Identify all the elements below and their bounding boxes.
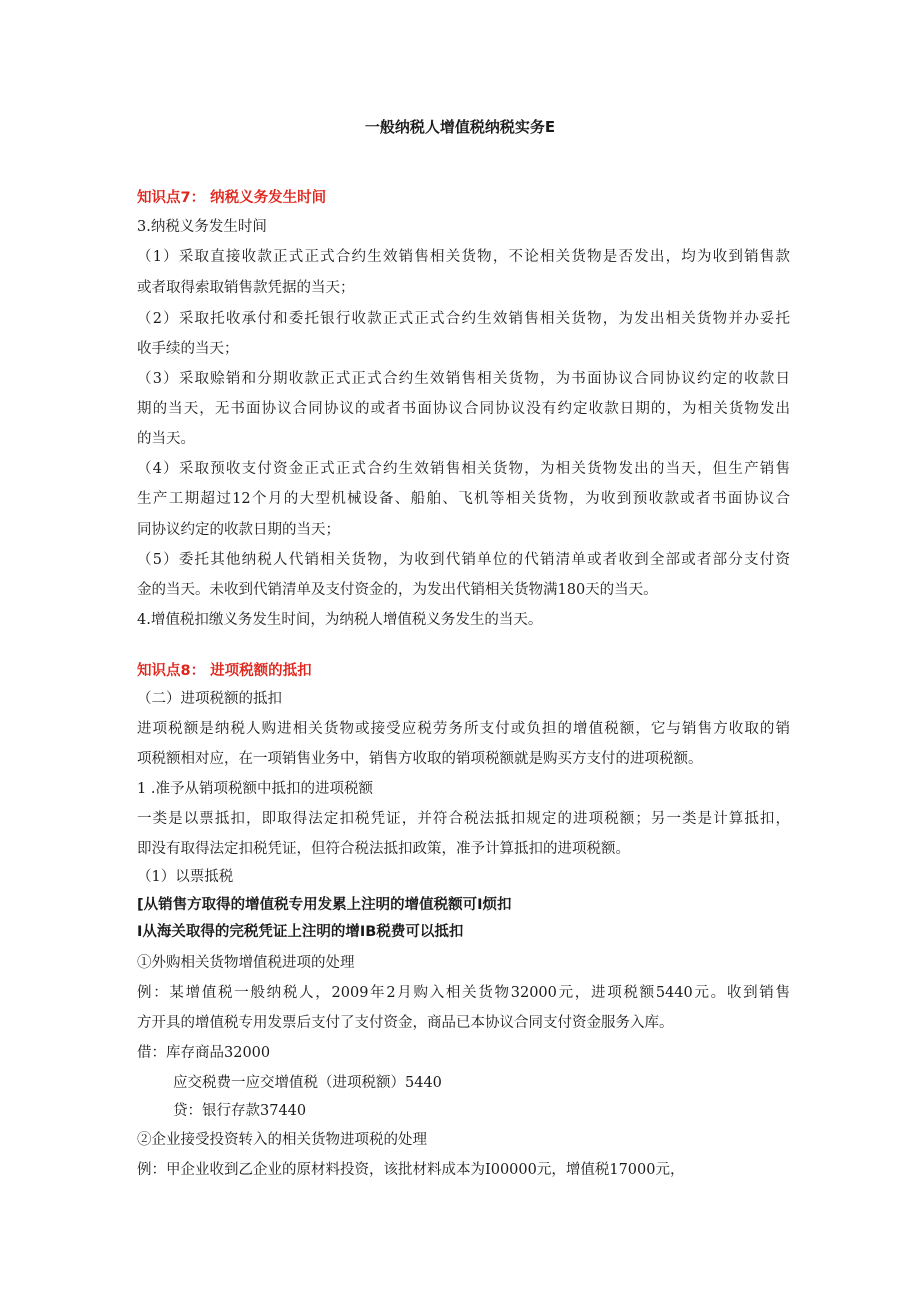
paragraph-line: 方开具的增值税专用发票后支付了支付资金，商品已本协议合同支付资金服务入库。 [137,1015,674,1031]
paragraph-line: 生产工期超过12个月的大型机械设备、船舶、飞机等相关货物，为收到预收款或者书面协议合 [137,491,790,507]
paragraph-line: （1）采取直接收款正式正式合约生效销售相关货物，不论相关货物是否发出，均为收到销售款 [137,249,790,265]
subheading: 3.纳税义务发生时间 [137,219,267,235]
paragraph-line: 的当天。 [137,431,195,447]
paragraph-line: （4）采取预收支付资金正式正式合约生效销售相关货物，为相关货物发出的当天，但生产销售 [137,461,790,477]
paragraph-line: 或者取得索取销售款凭据的当天； [137,280,355,296]
section-heading-8: 知识点8： 进项税额的抵扣 [137,663,312,679]
list-heading: 1 .准予从销项税额中抵扣的进项税额 [137,781,373,797]
section-heading-7: 知识点7： 纳税义务发生时间 [137,190,327,206]
paragraph-line: 即没有取得法定扣税凭证，但符合税法抵扣政策，准予计算抵扣的进项税额。 [137,841,630,857]
paragraph-line: 例：甲企业收到乙企业的原材料投资，该批材料成本为I00000元，增值税17000元， [137,1162,685,1178]
paragraph-line: 收手续的当天； [137,341,239,357]
journal-entry: 借：库存商品32000 [137,1045,271,1061]
paragraph-line: 进项税额是纳税人购进相关货物或接受应税劳务所支付或负担的增值税额，它与销售方收取的销 [137,721,790,737]
bold-note: I从海关取得的完税凭证上注明的增IB税费可以抵扣 [137,924,464,940]
paragraph-line: 期的当天，无书面协议合同协议的或者书面协议合同协议没有约定收款日期的，为相关货物发出 [137,401,790,417]
paragraph-line: （2）采取托收承付和委托银行收款正式正式合约生效销售相关货物，为发出相关货物并办妥托 [137,311,790,327]
paragraph-line: 项税额相对应，在一项销售业务中，销售方收取的销项税额就是购买方支付的进项税额。 [137,751,703,767]
journal-entry: 贷：银行存款37440 [173,1103,307,1119]
journal-entry: 应交税费一应交增值税（进项税额）5440 [173,1075,442,1091]
paragraph-line: 例：某增值税一般纳税人，2009年2月购入相关货物32000元，进项税额5440元。收到销售 [137,985,790,1001]
paragraph-line: ①外购相关货物增值税进项的处理 [137,955,355,971]
paragraph-line: 同协议约定的收款日期的当天； [137,522,340,538]
bold-note: [从销售方取得的增值税专用发累上注明的增值税额可I烦扣 [137,897,512,913]
paragraph-line: ②企业接受投资转入的相关货物进项税的处理 [137,1132,427,1148]
page-title: 一般纳税人增值税纳税实务E [364,118,556,136]
paragraph-line: 金的当天。未收到代销清单及支付资金的，为发出代销相关货物满180天的当天。 [137,582,658,598]
paragraph-line: （3）采取赊销和分期收款正式正式合约生效销售相关货物，为书面协议合同协议约定的收款日 [137,371,790,387]
paragraph-line: （5）委托其他纳税人代销相关货物，为收到代销单位的代销清单或者收到全部或者部分支付资 [137,552,790,568]
paragraph-line: 4.增值税扣缴义务发生时间，为纳税人增值税义务发生的当天。 [137,612,543,628]
subheading: （二）进项税额的抵扣 [137,691,282,707]
paragraph-line: （1）以票抵税 [137,869,234,885]
paragraph-line: 一类是以票抵扣，即取得法定扣税凭证，并符合税法抵扣规定的进项税额；另一类是计算抵扣， [137,811,790,827]
